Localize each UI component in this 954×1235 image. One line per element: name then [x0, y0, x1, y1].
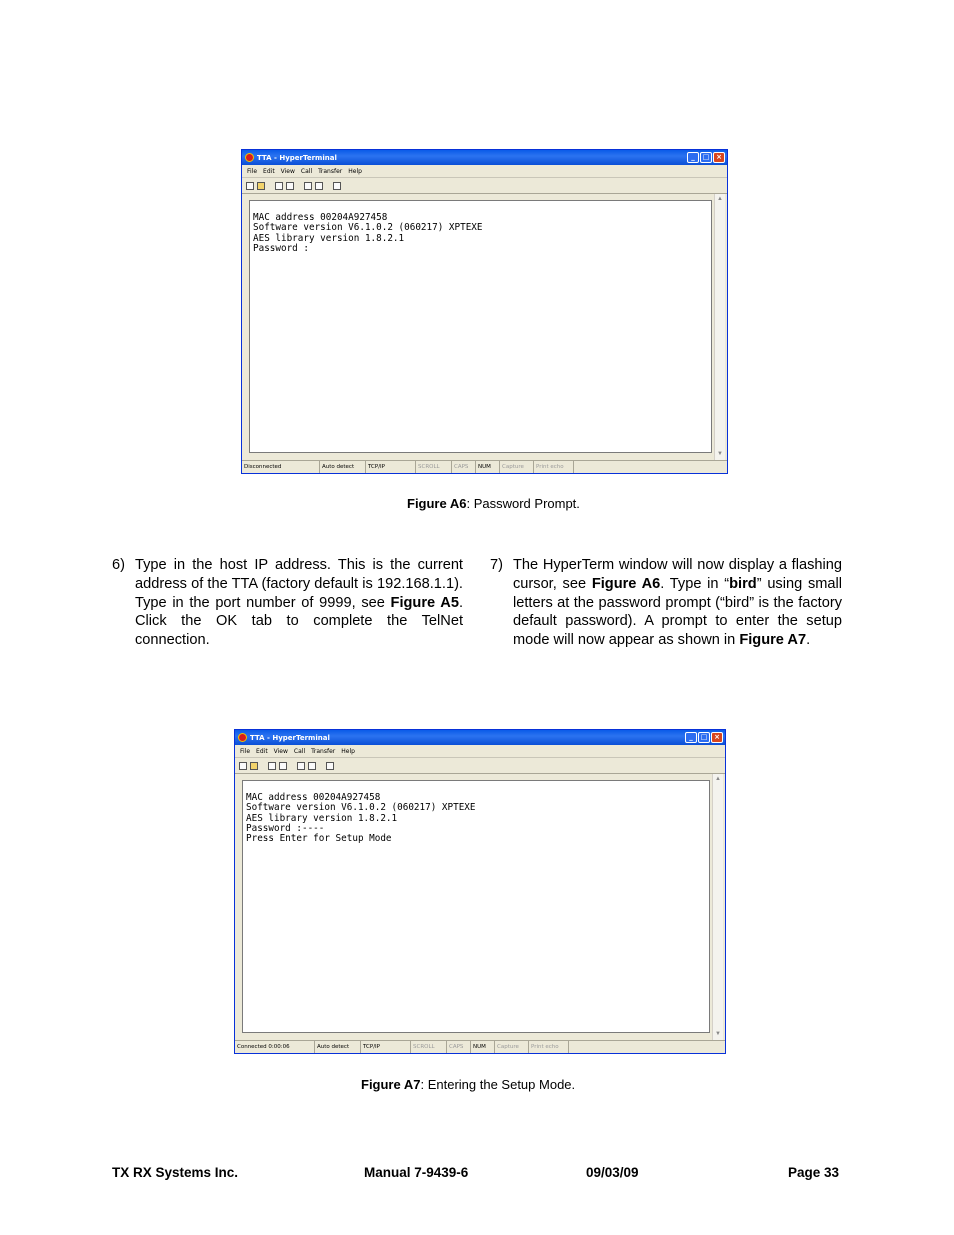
status-bar: [242, 460, 727, 473]
figure-a7-caption: [361, 1077, 575, 1092]
caption-text: : Password Prompt.: [466, 496, 580, 511]
open-icon[interactable]: [257, 182, 265, 190]
step-number: 6): [112, 557, 125, 573]
minimize-icon[interactable]: _: [687, 152, 699, 163]
menu-file[interactable]: File: [240, 747, 251, 755]
properties-icon[interactable]: [326, 762, 334, 770]
status-caps: CAPS: [452, 461, 476, 473]
menu-file[interactable]: File: [247, 167, 258, 175]
terminal-line: Password :----: [246, 822, 325, 834]
status-capture: Capture: [500, 461, 534, 473]
phone-icon[interactable]: [275, 182, 283, 190]
receive-icon[interactable]: [315, 182, 323, 190]
step-7: [490, 556, 842, 676]
menu-bar: [242, 165, 727, 178]
receive-icon[interactable]: [308, 762, 316, 770]
status-scroll: SCROLL: [411, 1041, 447, 1053]
disconnect-icon[interactable]: [286, 182, 294, 190]
hyperterminal-window-a7: [234, 729, 726, 1054]
menu-edit[interactable]: Edit: [256, 747, 268, 755]
caption-text: : Entering the Setup Mode.: [420, 1077, 576, 1092]
step-number: 7): [490, 557, 503, 573]
figure-reference: Figure A7: [739, 632, 807, 649]
terminal-line: Software version V6.1.0.2 (060217) XPTEXE: [246, 802, 476, 814]
phone-icon[interactable]: [268, 762, 276, 770]
status-emulation: Auto detect: [320, 461, 366, 473]
step-text: .: [806, 632, 811, 649]
status-caps: CAPS: [447, 1041, 471, 1053]
scroll-up-icon[interactable]: ▲: [717, 196, 723, 202]
step-text: The HyperTerm window will now display a flashing cursor, see: [513, 557, 842, 592]
step-text: . Type in “: [660, 575, 730, 592]
caption-label: Figure A7: [361, 1077, 421, 1092]
menu-bar: [235, 745, 725, 758]
step-text: ” using small letters at the password prompt (“bird” is the factory default password). A prompt to enter the setup mode will now appear as shown in: [513, 575, 843, 649]
menu-view[interactable]: View: [273, 747, 288, 755]
terminal-line: Press Enter for Setup Mode: [246, 833, 392, 845]
footer-date: 09/03/09: [586, 1165, 639, 1180]
figure-a6-caption: [407, 496, 580, 511]
title-bar: [235, 730, 725, 745]
footer-company: TX RX Systems Inc.: [112, 1165, 239, 1180]
toolbar: [235, 758, 725, 774]
new-connection-icon[interactable]: [239, 762, 247, 770]
footer-page: Page 33: [788, 1165, 840, 1180]
status-emulation: Auto detect: [315, 1041, 361, 1053]
status-print-echo: Print echo: [534, 461, 574, 473]
footer-manual: Manual 7-9439-6: [364, 1165, 469, 1180]
status-capture: Capture: [495, 1041, 529, 1053]
title-bar: [242, 150, 727, 165]
terminal-line: MAC address 00204A927458: [246, 792, 381, 803]
status-num: NUM: [476, 461, 500, 473]
send-icon[interactable]: [297, 762, 305, 770]
status-bar: [235, 1040, 725, 1053]
close-icon[interactable]: ×: [711, 732, 723, 743]
step-6: [112, 556, 464, 656]
step-text: Type in the host IP address. This is the current address of the TTA (factory default is 192.168.1.1). Type in the port number of 9999, see: [135, 557, 463, 611]
terminal-line: Software version V6.1.0.2 (060217) XPTEXE: [253, 222, 483, 234]
hyperterminal-app-icon: [245, 153, 254, 162]
status-print-echo: Print echo: [529, 1041, 569, 1053]
properties-icon[interactable]: [333, 182, 341, 190]
status-scroll: SCROLL: [416, 461, 452, 473]
vertical-scrollbar[interactable]: [714, 194, 725, 460]
menu-call[interactable]: Call: [293, 747, 306, 755]
hyperterminal-window-a6: [241, 149, 728, 474]
status-protocol: TCP/IP: [361, 1041, 411, 1053]
open-icon[interactable]: [250, 762, 258, 770]
window-title: TTA - HyperTerminal: [257, 153, 337, 162]
status-connection: Connected 0:00:06: [235, 1041, 315, 1053]
toolbar: [242, 178, 727, 194]
send-icon[interactable]: [304, 182, 312, 190]
terminal-line: MAC address 00204A927458: [253, 212, 388, 223]
menu-call[interactable]: Call: [300, 167, 313, 175]
window-title: TTA - HyperTerminal: [250, 733, 330, 742]
scroll-down-icon[interactable]: ▼: [717, 451, 723, 457]
menu-view[interactable]: View: [280, 167, 295, 175]
minimize-icon[interactable]: _: [685, 732, 697, 743]
menu-help[interactable]: Help: [341, 747, 355, 755]
terminal-line: AES library version 1.8.2.1: [246, 812, 398, 824]
close-icon[interactable]: ×: [713, 152, 725, 163]
terminal-area[interactable]: [249, 200, 712, 453]
scroll-down-icon[interactable]: ▼: [715, 1031, 721, 1037]
vertical-scrollbar[interactable]: [712, 774, 723, 1040]
new-connection-icon[interactable]: [246, 182, 254, 190]
status-num: NUM: [471, 1041, 495, 1053]
maximize-icon[interactable]: □: [698, 732, 710, 743]
caption-label: Figure A6: [407, 496, 467, 511]
terminal-line: AES library version 1.8.2.1: [253, 232, 405, 244]
terminal-line: Password :: [253, 242, 309, 254]
password-word: bird: [729, 575, 757, 592]
maximize-icon[interactable]: □: [700, 152, 712, 163]
status-protocol: TCP/IP: [366, 461, 416, 473]
terminal-area[interactable]: [242, 780, 710, 1033]
menu-help[interactable]: Help: [348, 167, 362, 175]
figure-reference: Figure A5: [390, 594, 459, 611]
scroll-up-icon[interactable]: ▲: [715, 776, 721, 782]
hyperterminal-app-icon: [238, 733, 247, 742]
figure-reference: Figure A6: [591, 575, 661, 592]
step-text: . Click the OK tab to complete the TelNet connection.: [135, 594, 463, 649]
menu-transfer[interactable]: Transfer: [318, 167, 343, 175]
menu-edit[interactable]: Edit: [263, 167, 275, 175]
menu-transfer[interactable]: Transfer: [311, 747, 336, 755]
status-connection: Disconnected: [242, 461, 320, 473]
disconnect-icon[interactable]: [279, 762, 287, 770]
